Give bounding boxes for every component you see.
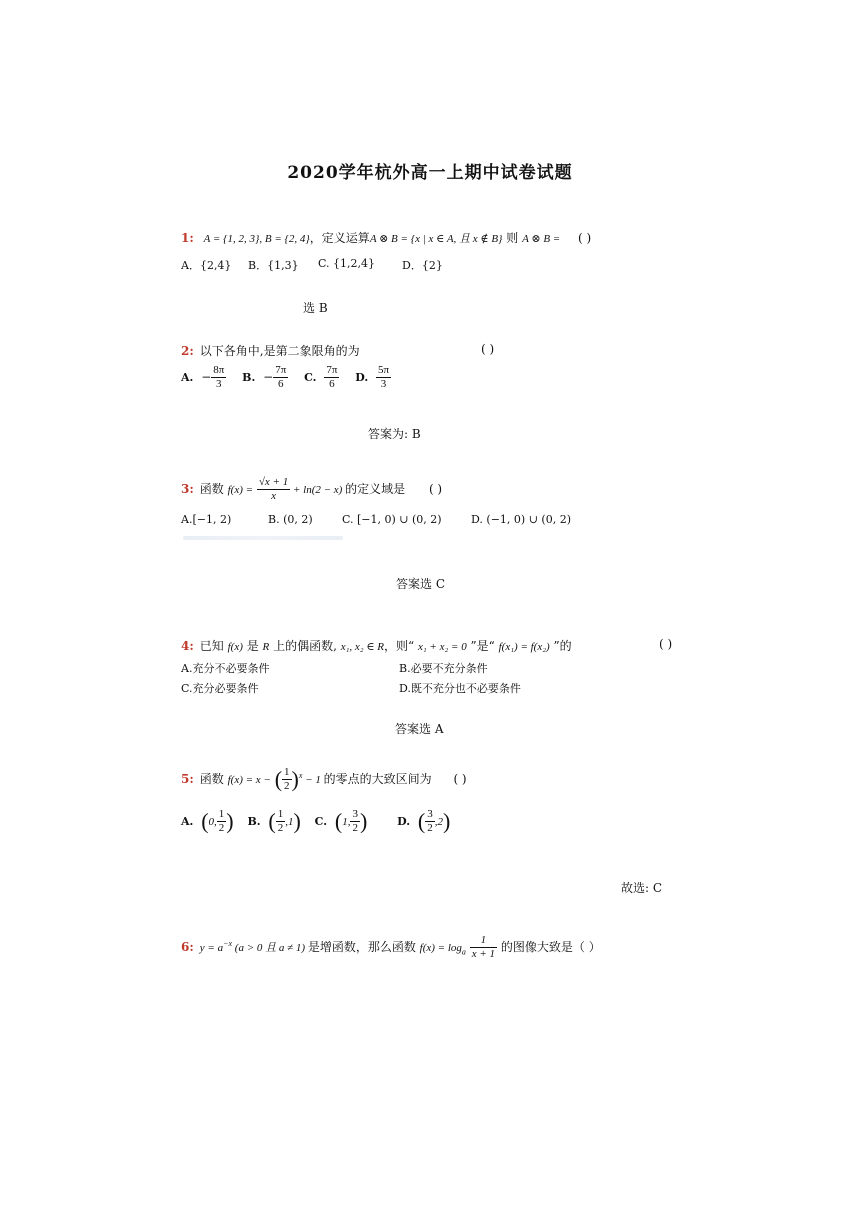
fraction: $\frac{1}{2}$ xyxy=(284,766,290,792)
question-text: 的零点的大致区间为 xyxy=(323,772,432,786)
real-set: R xyxy=(262,641,270,653)
variables: x₁, x₂ ∈ R xyxy=(340,641,384,653)
condition: (a > 0 且 a ≠ 1) xyxy=(232,942,308,954)
constant-term: − 1 xyxy=(302,774,324,786)
q4-option-a: A.充分不必要条件 xyxy=(181,662,270,675)
answer-paren: ( ) xyxy=(453,772,467,786)
question-text: 是增函数，那么函数 xyxy=(307,940,420,954)
question-2 xyxy=(181,342,360,359)
option-label: B. xyxy=(242,371,256,384)
minus-sign: − xyxy=(201,370,212,384)
exponent: x xyxy=(298,771,303,780)
fraction: $\frac{5\pi}{3}$ xyxy=(378,364,390,390)
answer-paren: ( ) xyxy=(428,482,443,496)
answer-paren: ( ) xyxy=(481,342,495,356)
question-text: ”的 xyxy=(549,639,572,653)
option-label: C. xyxy=(314,815,328,828)
sets-definition: A = {1, 2, 3}, B = {2, 4} xyxy=(203,233,310,245)
question-5: 5: 函数 f(x) = x − ( $\frac{1}{2}$ )$^x$ − 1 的零点的大致区间为 ( ) xyxy=(181,766,467,792)
question-text: 是 xyxy=(242,639,263,653)
log-term: + ln(2 − x) xyxy=(290,484,346,496)
minus-sign: − xyxy=(263,370,274,384)
fraction: $\frac{7\pi}{6}$ xyxy=(275,364,287,390)
function-label: f(x) = xyxy=(227,484,254,496)
question-text: 已知 xyxy=(199,639,228,653)
option-label: A. xyxy=(181,815,194,828)
q3-option-d: D. (−1, 0) ∪ (0, 2) xyxy=(471,513,571,526)
question-number: 3: xyxy=(181,482,194,496)
q1-option-c: C. {1,2,4} xyxy=(318,257,376,270)
log-base: a xyxy=(461,947,466,957)
q1-option-d: D．{2} xyxy=(402,259,443,272)
question-text: ，则“ xyxy=(383,639,418,653)
fraction: $\frac{8\pi}{3}$ xyxy=(213,364,225,390)
scan-artifact xyxy=(183,536,343,540)
question-text: 的图像大致是（ ） xyxy=(497,940,601,954)
condition-2: f(x₁) = f(x₂) xyxy=(498,641,550,653)
q1-answer: 选 B xyxy=(303,301,328,315)
question-text: 则 xyxy=(502,231,523,245)
question-number: 4: xyxy=(181,639,194,653)
question-text: ，定义运算 xyxy=(309,231,370,245)
fraction: $\frac{√x + 1}{x}$ xyxy=(258,476,289,502)
option-label: D. xyxy=(397,815,411,828)
q4-option-b: B.必要不充分条件 xyxy=(399,662,488,675)
exp-function: y = a xyxy=(199,942,224,954)
answer-paren: ( ) xyxy=(659,637,673,651)
question-text: ”是“ xyxy=(466,639,499,653)
q3-answer: 答案选 C xyxy=(396,577,445,591)
question-text: 以下各角中,是第二象限角的为 xyxy=(199,344,360,358)
question-number: 2: xyxy=(181,344,194,358)
question-text: 函数 xyxy=(199,482,228,496)
question-4 xyxy=(181,637,572,654)
question-number: 6: xyxy=(181,940,194,954)
question-3 xyxy=(181,476,442,503)
question-text: 函数 xyxy=(199,772,228,786)
option-label: A. xyxy=(181,371,194,384)
function-label: f(x) xyxy=(227,641,243,653)
option-label: C. xyxy=(304,371,317,384)
q4-answer: 答案选 A xyxy=(395,722,444,736)
q1-option-a: A．{2,4} xyxy=(181,259,232,272)
operation-definition: A ⊗ B = {x | x ∈ A, 且 x ∉ B} xyxy=(369,233,503,245)
q3-option-a: A.[−1, 2) xyxy=(181,513,232,526)
q2-options xyxy=(181,364,391,391)
q1-option-b: B．{1,3} xyxy=(248,259,299,272)
q4-option-d: D.既不充分也不必要条件 xyxy=(399,682,521,695)
question-number: 1: xyxy=(181,231,194,245)
function-label: f(x) = log xyxy=(419,942,462,954)
option-label: B. xyxy=(247,815,261,828)
q4-option-c: C.充分必要条件 xyxy=(181,682,259,695)
function-label: f(x) = x − xyxy=(227,774,271,786)
question-text: 的定义域是 xyxy=(345,482,406,496)
q5-options: A. (0, $\frac{1}{2}$ ) B. ( $\frac{1}{2}$ ,1) C. (1, $\frac{3}{2}$ ) D. ( $\frac{3}{2}$ ,2) xyxy=(181,808,451,834)
fraction: $\frac{7\pi}{6}$ xyxy=(326,364,338,390)
q5-answer: 故选: C xyxy=(621,881,663,895)
answer-paren: ( ) xyxy=(578,231,592,245)
operation-ask: A ⊗ B = xyxy=(522,233,561,245)
question-1 xyxy=(181,229,591,246)
question-number: 5: xyxy=(181,772,194,786)
question-6 xyxy=(181,934,601,961)
exponent: −x xyxy=(223,939,233,948)
q3-option-c: C. [−1, 0) ∪ (0, 2) xyxy=(342,513,442,526)
option-label: D. xyxy=(355,371,369,384)
page-title: 2020学年杭外高一上期中试卷试题 xyxy=(287,163,573,183)
condition-1: x₁ + x₂ = 0 xyxy=(417,641,467,653)
q3-option-b: B. (0, 2) xyxy=(268,513,313,526)
fraction: $\frac{1}{x + 1}$ xyxy=(471,934,496,960)
question-text: 上的偶函数, xyxy=(269,639,341,653)
q2-answer: 答案为: B xyxy=(368,427,421,441)
